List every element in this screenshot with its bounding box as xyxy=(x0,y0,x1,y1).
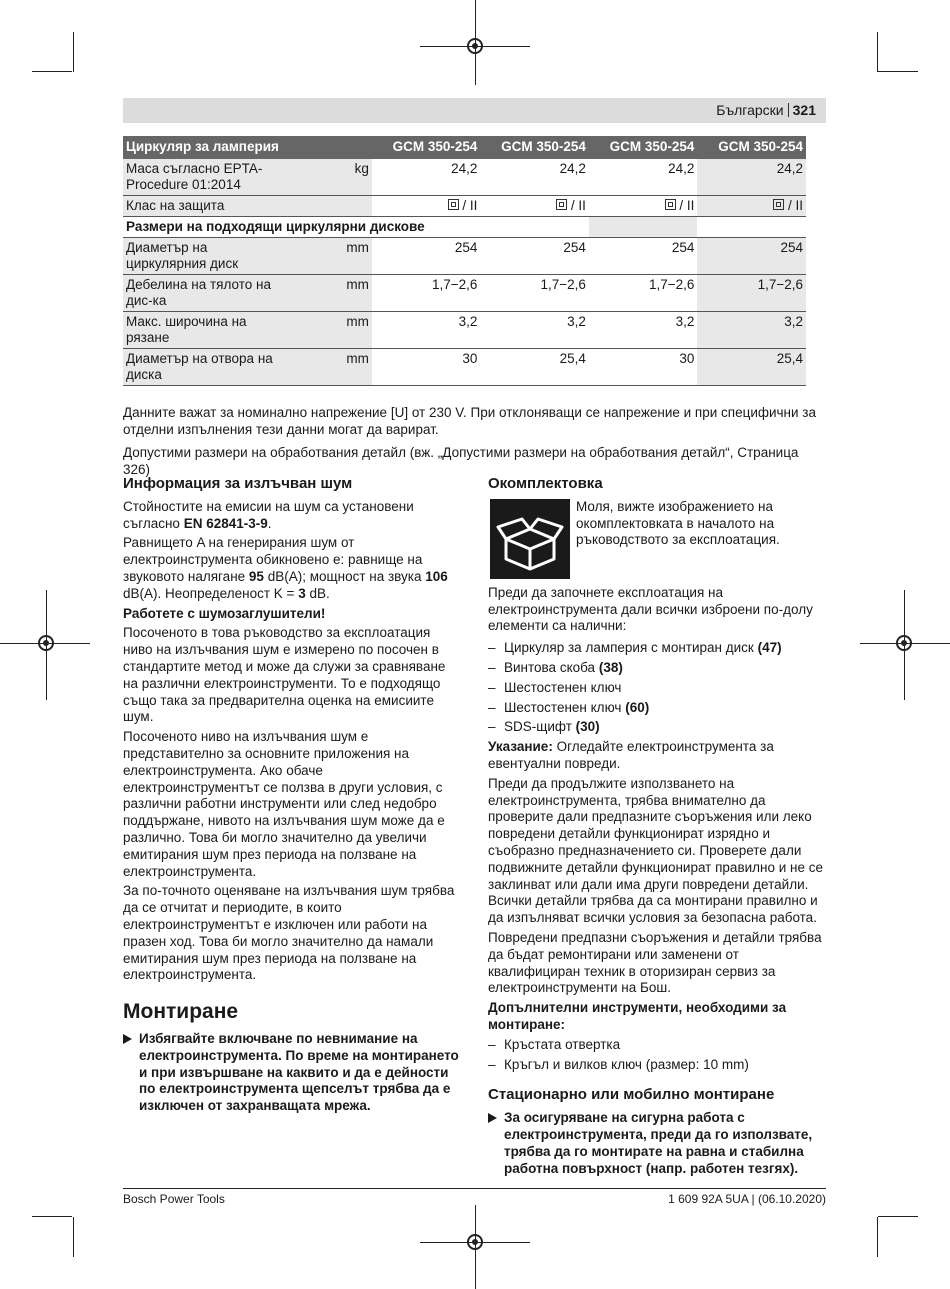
row-value: / II xyxy=(462,198,478,213)
protection-class-II-icon xyxy=(665,199,676,210)
row-unit: kg xyxy=(288,159,372,196)
hint xyxy=(488,739,828,773)
item-text: Шестостенен ключ xyxy=(504,699,622,715)
row-value: 3,2 xyxy=(697,312,806,349)
row-value: 30 xyxy=(679,351,695,366)
crop-mark xyxy=(877,32,878,72)
noise-paragraph: Посоченото ниво на излъчвания шум е представително за основните приложения на електроинструмента. Ако обаче електроинструментът се ползва в други условия, с различни работни инструменти или след недобро поддържане, нивото на излъчвания шум може да е различно. Това би могло значително да увеличи емитирания шум през периода на ползване на електроинструмента. xyxy=(123,729,445,879)
row-name: Диаметър на циркулярния диск xyxy=(123,238,288,275)
row-value: 1,7−2,6 xyxy=(540,277,586,292)
crop-mark xyxy=(73,1217,74,1257)
scope-intro: Преди да започнете експлоатация на електроинструмента дали всички изброени по-долу елементи са налични: xyxy=(488,584,813,634)
page-header xyxy=(123,98,826,123)
row-value: 24,2 xyxy=(559,161,586,176)
noise-paragraph: Посоченото в това ръководство за експлоатация ниво на излъчвания шум е измерено по посочен в стандартите метод и може да служи за сравняване на различни електроинструменти. То е подходящо също така за предварителна оценка на емисиите шум. xyxy=(123,625,446,725)
row-value: 3,2 xyxy=(567,314,586,329)
row-name: Маса съгласно EPTA-Procedure 01:2014 xyxy=(123,159,288,196)
hint-label: Указание: xyxy=(488,739,553,755)
noise-paragraph: За по-точното оценяване на излъчвания шум трябва да се отчитат и периодите, в които електроинструментът е изключен или работи на празен ход. Това би могло значително да намали емитирания шум през периода на ползване на електроинструмента. xyxy=(123,883,455,983)
row-value: 24,2 xyxy=(451,161,478,176)
item-ref: (60) xyxy=(625,699,650,715)
table-row xyxy=(123,196,806,217)
noise-text: Стойностите на емисии на шум са установени съгласно xyxy=(123,498,414,531)
mount-warning xyxy=(488,1110,828,1177)
list-item: – Кръгъл и вилков ключ (размер: 10 mm) xyxy=(488,1057,828,1074)
scope-icon-text: Моля, вижте изображението на окомплектовката в началото на ръководството за експлоатация. xyxy=(576,498,780,548)
section-title: Размери на подходящи циркулярни дискове xyxy=(123,217,589,238)
hint-text: Огледайте електроинструмента за евентуални повреди. xyxy=(488,739,774,771)
row-value: 1,7−2,6 xyxy=(649,277,695,292)
list-item: – Кръстата отвертка xyxy=(488,1037,828,1054)
row-value: / II xyxy=(570,198,586,213)
noise-warning: Работете с шумозаглушители! xyxy=(123,605,326,621)
row-value: 254 xyxy=(671,240,695,255)
header-language: Български xyxy=(716,102,784,118)
list-item xyxy=(488,640,828,657)
row-unit: mm xyxy=(288,238,372,275)
noise-text: dB(A). Неопределеност K = xyxy=(123,585,295,601)
row-value: 254 xyxy=(697,238,806,275)
item-text: Шестостенен ключ xyxy=(504,679,622,695)
table-section-row xyxy=(123,217,806,238)
item-ref: (38) xyxy=(598,659,623,675)
spec-table xyxy=(123,136,806,386)
item-text: Винтова скоба xyxy=(504,659,596,675)
noise-paragraph: Стойностите на емисии на шум са установени съгласно EN 62841-3-9. xyxy=(123,498,414,531)
list-item xyxy=(488,700,828,717)
crop-mark xyxy=(878,1216,918,1217)
item-text: Циркуляр за ламперия с монтиран диск xyxy=(504,640,754,656)
row-value: 25,4 xyxy=(697,349,806,386)
table-header-row xyxy=(123,136,806,159)
item-text: SDS-щифт xyxy=(504,719,572,735)
table-row xyxy=(123,275,806,312)
left-column xyxy=(123,476,463,1115)
page-number: 321 xyxy=(792,102,816,118)
row-value: 30 xyxy=(462,351,478,366)
assembly-warning-text: Избягвайте включване по невнимание на електроинструмента. По време на монтирането и при извършване на каквито и да е дейности по електроинструмента щепселът трябва да е изключен от захранващата мрежа. xyxy=(139,1030,459,1114)
row-name: Дебелина на тялото на дис-ка xyxy=(123,275,288,312)
row-value: 25,4 xyxy=(559,351,586,366)
row-unit: mm xyxy=(288,349,372,386)
workpiece-note: Допустими размери на обработвания детайл (вж. „Допустими размери на обработвания детайл“, Страница 326) xyxy=(123,445,799,477)
protection-class-II-icon xyxy=(556,199,567,210)
row-name: Клас на защита xyxy=(123,196,288,217)
table-header-model: GCM 350-254 xyxy=(372,136,481,159)
power-value: 106 xyxy=(425,568,448,584)
check-paragraph: Повредени предпазни съоръжения и детайли трябва да бъдат ремонтирани или заменени от квалифициран техник в оторизиран сервиз за електроинструменти на Бош. xyxy=(488,929,822,996)
row-name: Диаметър на отвора на диска xyxy=(123,349,288,386)
crop-mark xyxy=(878,71,918,72)
row-value: 1,7−2,6 xyxy=(431,277,478,292)
row-value: 3,2 xyxy=(458,314,478,329)
table-row xyxy=(123,159,806,196)
check-paragraph: Преди да продължите използването на електроинструмента, трябва внимателно да проверите дали предпазните съоръжения или леко повредени детайли функционират изрядно и съобразно предназначението си. Проверете дали подвижните детайли функционират правилно и не се заклинват или дали има други повредени детайли. Всички детайли трябва да са монтирани правилно и да изпълняват всички условия за безопасна работа. xyxy=(488,775,824,926)
footer-doc-id: 1 609 92A 5UA | (06.10.2020) xyxy=(668,1192,826,1206)
list-item xyxy=(488,680,828,697)
row-value: 1,7−2,6 xyxy=(697,275,806,312)
table-header-model: GCM 350-254 xyxy=(480,136,589,159)
table-header-model: GCM 350-254 xyxy=(589,136,698,159)
row-name: Макс. широчина на рязане xyxy=(123,312,288,349)
voltage-note: Данните важат за номинално напрежение [U] от 230 V. При отклоняващи се напрежение и при специфични за отделни изпълнения тези данни могат да варират. xyxy=(123,405,817,437)
row-value: / II xyxy=(679,198,695,213)
pressure-value: 95 xyxy=(248,568,264,584)
table-header-model: GCM 350-254 xyxy=(697,136,806,159)
uncertainty-value: 3 xyxy=(298,585,306,601)
table-row xyxy=(123,312,806,349)
protection-class-II-icon xyxy=(448,199,459,210)
row-value: 24,2 xyxy=(697,159,806,196)
table-row xyxy=(123,238,806,275)
row-value: 254 xyxy=(563,240,586,255)
assembly-warning xyxy=(123,1031,463,1115)
noise-text: dB(A); мощност на звука xyxy=(267,568,422,584)
mount-title: Стационарно или мобилно монтиране xyxy=(488,1086,775,1104)
bullet-triangle-icon xyxy=(123,1034,132,1044)
row-value: / II xyxy=(787,198,803,213)
row-value: 254 xyxy=(454,240,478,255)
crop-mark xyxy=(32,71,72,72)
table-header-title: Циркуляр за ламперия xyxy=(123,136,372,159)
crop-mark xyxy=(73,32,74,72)
tools-title: Допълнителни инструменти, необходими за монтиране: xyxy=(488,1000,787,1032)
right-column xyxy=(488,476,828,1177)
noise-text: dB. xyxy=(309,585,330,601)
protection-class-II-icon xyxy=(773,199,784,210)
scope-title: Окомплектовка xyxy=(488,475,603,492)
standard-ref: EN 62841-3-9 xyxy=(183,515,268,531)
item-ref: (30) xyxy=(575,719,600,735)
list-item xyxy=(488,660,828,677)
noise-text: Равнището A на генерирания шум от електроинструмента обикновено е: равнище на звуковото налягане xyxy=(123,535,423,584)
row-unit xyxy=(288,196,372,217)
box-icon xyxy=(490,499,570,579)
row-value: 24,2 xyxy=(668,161,695,176)
footer-divider xyxy=(123,1188,826,1189)
list-item xyxy=(488,719,828,736)
footer-brand: Bosch Power Tools xyxy=(123,1192,225,1206)
table-row xyxy=(123,349,806,386)
bullet-triangle-icon xyxy=(488,1113,497,1123)
item-ref: (47) xyxy=(757,640,782,656)
crop-mark xyxy=(32,1216,72,1217)
row-unit: mm xyxy=(288,312,372,349)
crop-mark xyxy=(877,1217,878,1257)
mount-warning-text: За осигуряване на сигурна работа с електроинструмента, преди да го използвате, трябва да го монтирате на равна и стабилна работна повърхност (напр. работен тезгях). xyxy=(504,1110,813,1176)
noise-paragraph xyxy=(123,535,463,602)
row-value: 3,2 xyxy=(675,314,695,329)
row-unit: mm xyxy=(288,275,372,312)
assembly-title: Монтиране xyxy=(123,1000,239,1024)
noise-title: Информация за излъчван шум xyxy=(123,475,353,492)
